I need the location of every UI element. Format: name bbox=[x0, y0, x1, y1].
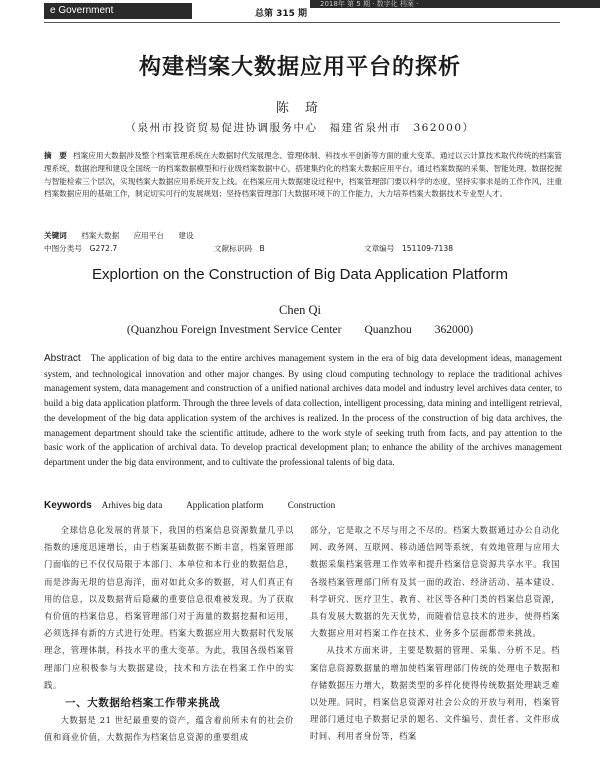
english-abstract bbox=[44, 351, 562, 499]
body-column-left bbox=[44, 522, 294, 780]
article-number: 文章编号 151109-7138 bbox=[364, 244, 454, 253]
section-tag: e Government bbox=[44, 3, 192, 19]
chinese-keyword: 档案大数据 bbox=[81, 231, 120, 240]
chinese-keyword: 应用平台 bbox=[133, 231, 164, 240]
english-author: Chen Qi bbox=[278, 303, 321, 317]
english-keyword: Application platform bbox=[186, 500, 264, 510]
english-keyword: Arhives big data bbox=[101, 500, 163, 510]
english-title: Explortion on the Construction of Big Data Application Platform bbox=[91, 266, 509, 283]
body-column-right bbox=[310, 522, 560, 780]
english-abstract-label: Abstract bbox=[44, 353, 81, 364]
english-keywords bbox=[44, 500, 562, 511]
body-paragraph: 全球信息化发展的背景下，我国的档案信息资源数量几乎以指数的速度迅速增长，由于档案基础数据不断丰富，档案管理部门面临的已不仅仅局限于本部门、本单位和本行业的数据信息，而是涉海无垠的信息海洋，面对如此众多的数据，对人们真正有用的信息，以及数据背后隐藏的重要信息很难被发现。为了获取有价值的档案信息，档案管理部门对于海量的数据挖掘和运用，必须选择有新的方式进行处理。档案大数据应用大数据时代发展理念，管理体制，科技水平的重大变革。为此，我国各级档案管理部门应积极参与大数据建设，技术和方法在档案工作中的实践。 bbox=[44, 525, 294, 690]
issue-number: 总第 315 期 bbox=[255, 9, 308, 19]
chinese-keywords-label: 关键词 bbox=[44, 231, 67, 240]
body-paragraph: 大数据是 21 世纪最重要的资产，蕴含着前所未有的社会价值和商业价值，大数据作为档案信息资源的重要组成 bbox=[44, 715, 294, 743]
english-keywords-label: Keywords bbox=[44, 500, 92, 511]
english-affiliation: (Quanzhou Foreign Investment Service Center Quanzhou 362000) bbox=[126, 324, 474, 336]
chinese-abstract-label: 摘 要 bbox=[44, 151, 67, 160]
body-paragraph: 从技术方面来讲，主要是数据的管理、采集、分析不足。档案信息资源数据量的增加使档案管理部门传统的处理电子数据和存储数据压力增大，数据类型的多样化使得传统数据处理缺乏难以处理。同时，档案信息资源对社会公众的开放与利用，档案管理部门通过电子数据记录的题名、文件编号、责任者、文件形成时间、利用者身份等，档案 bbox=[310, 645, 560, 742]
english-keyword: Construction bbox=[287, 500, 336, 510]
chinese-keyword: 建设 bbox=[178, 231, 194, 240]
chinese-abstract bbox=[44, 150, 562, 240]
chinese-abstract-text: 档案应用大数据涉及整个档案管理系统在大数据时代发展理念、管理体制、科技水平创新等方面的重大变革。通过以云计算技术取代传统的档案管理系统，数据治理和建设全国统一的档案数据模型和行业级档案数据中心，搭建集约化的档案大数据应用平台。通过档案数据的采集、智能处理、数据挖掘与智能检索三个层次，实现档案大数据应用系统开发上线。在档案应用大数据建设过程中，档案管理部门要以科学的态度，坚持实事求是的工作作风，注重档案数据应用的基础工作，制定切实可行的发展规划；坚持档案管理部门大数据环境下的工作能力，大力培养档案大数据技术专业型人才。 bbox=[44, 151, 562, 199]
header-divider bbox=[44, 22, 560, 23]
journal-bar: 2018年 第 5 期 · 数字化 档案 · bbox=[310, 0, 600, 8]
chinese-keywords bbox=[44, 230, 562, 241]
clc-number: 中图分类号 G272.7 bbox=[44, 244, 118, 253]
chinese-affiliation: （泉州市投资贸易促进协调服务中心 福建省泉州市 362000） bbox=[125, 122, 475, 134]
section-heading: 一、大数据给档案工作带来挑战 bbox=[65, 697, 221, 710]
english-abstract-text: The application of big data to the entire archives management system in the era of big data development ideas, management system, and technological innovation and other major changes. By using cloud computing technology to replace the traditional achives management system, data management and construction of a unified national archives data model and industry level archives data center, to build a big data application platform. Through the three levels of data collection, intelligent processing, data mining and intelligent retrieval, the development of the big data application system of the archives is realized. In the process of the construction of big data archives, the management department should take the scientific attitude, adhere to the work style of seeking truth from facts, and pay attention to the basic work of the application of archival data. To develop practical development plan; to enhance the ability of the archives management department under the big data environment, and to cultivate the professional talents of big data. bbox=[44, 353, 562, 467]
chinese-author: 陈 琦 bbox=[275, 101, 325, 116]
chinese-title: 构建档案大数据应用平台的探析 bbox=[138, 55, 461, 80]
document-code: 文献标识码 B bbox=[214, 244, 265, 253]
body-paragraph: 部分，它是取之不尽与用之不尽的。档案大数据通过办公自动化网、政务网、互联网、移动通信网等系统，有效地管理与应用大数据采集档案管理工作效率和提升档案信息资源共享水平。我国各级档案管理部门所有及其一面的政治、经济活动、基本建设、科学研究、医疗卫生、教育、社区等各种门类的档案信息资源，具有发展大数据的先天优势，而随着信息技术的进步，使得档案大数据应用对档案工作在技术、业务多个层面都带来挑战。 bbox=[310, 525, 560, 639]
page-header bbox=[0, 0, 600, 22]
